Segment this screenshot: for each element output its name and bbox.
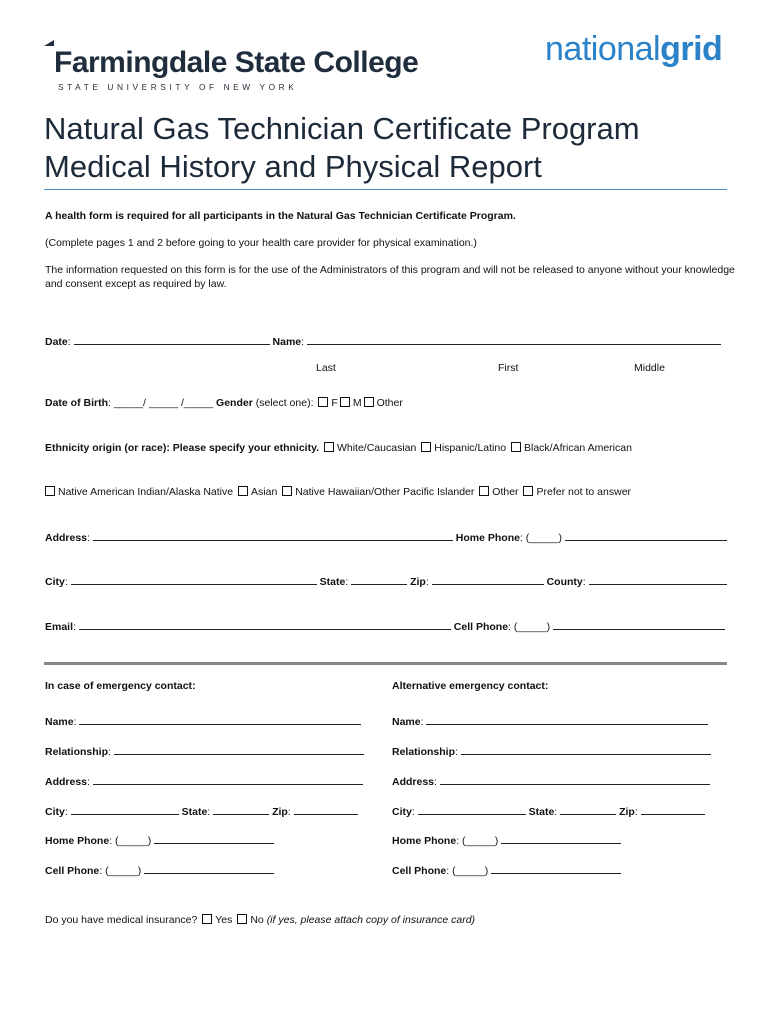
alt-relationship-label: Relationship xyxy=(392,746,456,758)
gender-other-label: Other xyxy=(376,397,403,409)
last-label: Last xyxy=(316,362,336,374)
alt-emergency-heading-text: Alternative emergency contact xyxy=(392,680,545,692)
eth-hispanic-checkbox[interactable] xyxy=(421,442,431,452)
em-relationship-label: Relationship xyxy=(45,746,109,758)
logo-part-a: national xyxy=(545,30,661,68)
alt-address-row: Address: xyxy=(392,775,710,789)
alt-name-field[interactable] xyxy=(426,715,708,725)
gender-m-checkbox[interactable] xyxy=(340,397,350,407)
address-row: Address: Home Phone: (_____) xyxy=(45,531,727,545)
alt-emergency-heading: Alternative emergency contact: xyxy=(392,680,549,692)
insurance-yes-label: Yes xyxy=(215,914,233,926)
alt-zip-field[interactable] xyxy=(641,805,705,815)
gender-label: Gender xyxy=(216,397,253,409)
alt-name-label: Name xyxy=(392,716,421,728)
dob-gender-row xyxy=(45,397,403,410)
home-phone-area[interactable]: : (_____) xyxy=(519,532,562,544)
em-name-row: Name: xyxy=(45,715,361,729)
insurance-note: (if yes, please attach copy of insurance card) xyxy=(266,914,476,926)
eth-hispanic-label: Hispanic/Latino xyxy=(434,442,507,454)
insurance-no-checkbox[interactable] xyxy=(237,914,247,924)
em-home-phone-label: Home Phone xyxy=(45,835,110,847)
eth-asian-checkbox[interactable] xyxy=(238,486,248,496)
ethnicity-row-1 xyxy=(45,442,632,455)
section-divider xyxy=(44,662,727,665)
em-home-phone-row xyxy=(45,834,274,848)
email-field[interactable] xyxy=(79,620,451,630)
zip-label: Zip xyxy=(410,576,426,588)
em-city-label: City xyxy=(45,806,65,818)
eth-asian-label: Asian xyxy=(251,486,278,498)
eth-white-label: White/Caucasian xyxy=(336,442,417,454)
intro-required: A health form is required for all participants in the Natural Gas Technician Certificate Program. xyxy=(45,210,516,222)
eth-black-label: Black/African American xyxy=(523,442,632,454)
ethnicity-row-2 xyxy=(43,486,631,499)
alt-address-label: Address xyxy=(392,776,435,788)
insurance-question: Do you have medical insurance? xyxy=(45,914,198,926)
alt-city-label: City xyxy=(392,806,412,818)
date-field[interactable] xyxy=(74,335,270,345)
logo-mark-icon xyxy=(44,40,54,46)
first-label: First xyxy=(498,362,519,374)
em-home-phone-area[interactable]: : (_____) xyxy=(109,835,152,847)
em-zip-label: Zip xyxy=(272,806,288,818)
em-state-label: State xyxy=(181,806,208,818)
intro-privacy-2: and consent except as required by law. xyxy=(45,278,227,290)
city-field[interactable] xyxy=(71,575,317,585)
alt-state-field[interactable] xyxy=(560,805,616,815)
em-cell-phone-row xyxy=(45,864,274,878)
alt-address-field[interactable] xyxy=(440,775,710,785)
gender-f-label: F xyxy=(331,397,338,409)
college-subtitle: STATE UNIVERSITY OF NEW YORK xyxy=(58,82,298,92)
ethnicity-question: Ethnicity origin (or race): Please specify your ethnicity. xyxy=(45,442,320,454)
home-phone-label: Home Phone xyxy=(455,532,520,544)
alt-relationship-row: Relationship: xyxy=(392,745,711,759)
title-line-1: Natural Gas Technician Certificate Program xyxy=(44,111,640,146)
city-row: City: State: Zip: County: xyxy=(45,575,727,589)
dob-field[interactable]: : _____/ _____ /_____ xyxy=(108,397,214,409)
county-field[interactable] xyxy=(589,575,727,585)
em-name-field[interactable] xyxy=(79,715,361,725)
date-name-row: Date: Name: xyxy=(45,335,721,349)
insurance-row xyxy=(45,914,475,927)
insurance-no-label: No xyxy=(250,914,264,926)
email-label: Email xyxy=(45,621,74,633)
eth-other-label: Other xyxy=(492,486,519,498)
county-label: County xyxy=(546,576,583,588)
page-title xyxy=(44,110,640,186)
dob-label: Date of Birth xyxy=(45,397,108,409)
cell-phone-area[interactable]: : (_____) xyxy=(508,621,551,633)
eth-other-checkbox[interactable] xyxy=(479,486,489,496)
alt-name-row: Name: xyxy=(392,715,708,729)
alt-cell-phone-row xyxy=(392,864,621,878)
middle-label: Middle xyxy=(634,362,665,374)
em-state-field[interactable] xyxy=(213,805,269,815)
national-grid-logo xyxy=(545,30,722,69)
alt-home-phone-field[interactable] xyxy=(501,834,621,844)
eth-native-label: Native American Indian/Alaska Native xyxy=(58,486,234,498)
alt-home-phone-label: Home Phone xyxy=(392,835,457,847)
city-label: City xyxy=(45,576,65,588)
em-city-row: City: State: Zip: xyxy=(45,805,358,819)
gender-m-label: M xyxy=(352,397,362,409)
title-line-2: Medical History and Physical Report xyxy=(44,149,542,184)
intro-instructions: (Complete pages 1 and 2 before going to your health care provider for physical examination.) xyxy=(45,237,477,249)
name-label: Name xyxy=(272,336,302,348)
em-zip-field[interactable] xyxy=(294,805,358,815)
alt-cell-phone-label: Cell Phone xyxy=(392,865,447,877)
alt-cell-phone-field[interactable] xyxy=(491,864,621,874)
em-relationship-field[interactable] xyxy=(114,745,364,755)
intro-privacy-1: The information requested on this form is for the use of the Administrators of this program and will not be released to anyone without your knowledge xyxy=(45,264,735,276)
gender-f-checkbox[interactable] xyxy=(318,397,328,407)
gender-select-one: (select one): xyxy=(252,397,317,409)
eth-white-checkbox[interactable] xyxy=(324,442,334,452)
alt-home-phone-area[interactable]: : (_____) xyxy=(456,835,499,847)
em-cell-phone-area[interactable]: : (_____) xyxy=(99,865,142,877)
gender-other-checkbox[interactable] xyxy=(364,397,374,407)
eth-prefer-not-label: Prefer not to answer xyxy=(536,486,632,498)
alt-city-row: City: State: Zip: xyxy=(392,805,705,819)
alt-cell-phone-area[interactable]: : (_____) xyxy=(446,865,489,877)
em-name-label: Name xyxy=(45,716,74,728)
home-phone-field[interactable] xyxy=(565,531,727,541)
em-home-phone-field[interactable] xyxy=(154,834,274,844)
eth-native-checkbox[interactable] xyxy=(45,486,55,496)
alt-relationship-field[interactable] xyxy=(461,745,711,755)
eth-hawaiian-checkbox[interactable] xyxy=(282,486,292,496)
address-label: Address xyxy=(45,532,88,544)
cell-phone-label: Cell Phone xyxy=(453,621,509,633)
email-row: Email: Cell Phone: (_____) xyxy=(45,620,725,634)
logo-part-b: grid xyxy=(660,30,723,68)
em-city-field[interactable] xyxy=(71,805,179,815)
em-cell-phone-label: Cell Phone xyxy=(45,865,100,877)
alt-city-field[interactable] xyxy=(418,805,526,815)
insurance-yes-checkbox[interactable] xyxy=(202,914,212,924)
emergency-heading-text: In case of emergency contact xyxy=(45,680,193,692)
date-label: Date xyxy=(45,336,68,348)
state-field[interactable] xyxy=(351,575,407,585)
eth-black-checkbox[interactable] xyxy=(511,442,521,452)
college-name: Farmingdale State College xyxy=(54,46,419,79)
em-cell-phone-field[interactable] xyxy=(144,864,274,874)
em-address-label: Address xyxy=(45,776,88,788)
zip-field[interactable] xyxy=(432,575,544,585)
name-field[interactable] xyxy=(307,335,721,345)
alt-home-phone-row xyxy=(392,834,621,848)
address-field[interactable] xyxy=(93,531,453,541)
cell-phone-field[interactable] xyxy=(553,620,725,630)
state-label: State xyxy=(319,576,346,588)
alt-zip-label: Zip xyxy=(619,806,635,818)
title-rule xyxy=(44,189,727,190)
alt-state-label: State xyxy=(528,806,555,818)
emergency-heading: In case of emergency contact: xyxy=(45,680,196,692)
em-relationship-row: Relationship: xyxy=(45,745,364,759)
eth-prefer-not-checkbox[interactable] xyxy=(523,486,533,496)
em-address-row: Address: xyxy=(45,775,363,789)
eth-hawaiian-label: Native Hawaiian/Other Pacific Islander xyxy=(295,486,475,498)
em-address-field[interactable] xyxy=(93,775,363,785)
